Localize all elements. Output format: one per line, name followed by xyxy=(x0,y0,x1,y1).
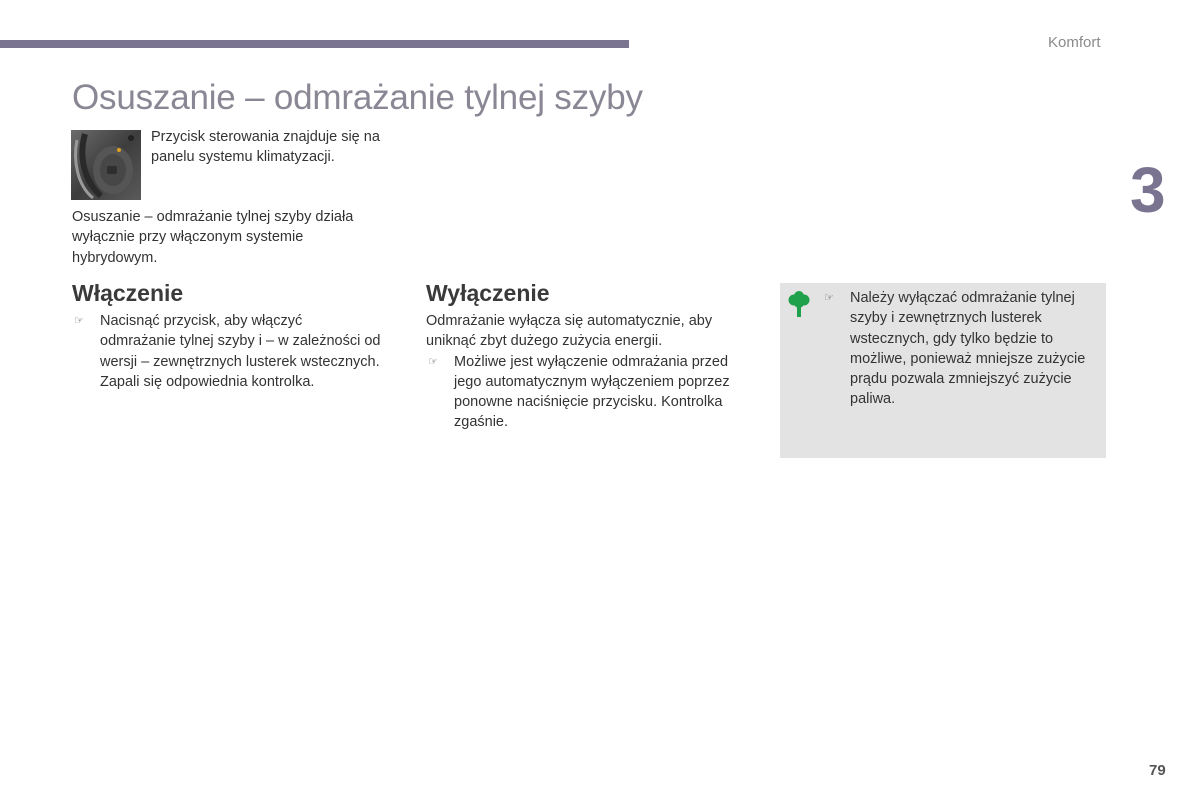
list-item xyxy=(822,288,1104,410)
section-name: Komfort xyxy=(1048,34,1101,51)
bullet-text: Nacisnąć przycisk, aby włączyć odmrażanie tylnej szyby i – w zależności od wersji – zewnętrznych lusterek wstecznych. Zapali się odpowiednia kontrolka. xyxy=(100,313,381,390)
hybrid-note: Osuszanie – odmrażanie tylnej szyby działa wyłącznie przy włączonym systemie hybrydowym. xyxy=(72,209,354,266)
header-accent-bar xyxy=(0,40,629,48)
pointing-hand-icon: ☞ xyxy=(74,315,84,327)
tree-icon xyxy=(788,291,810,317)
pointing-hand-icon: ☞ xyxy=(824,292,834,304)
bullet-text: Możliwe jest wyłączenie odmrażania przed jego automatycznym wyłączeniem poprzez ponowne naciśnięcie przycisku. Kontrolka zgaśnie. xyxy=(454,353,730,431)
switch-on-section xyxy=(72,311,382,392)
switch-on-heading: Włączenie xyxy=(72,280,184,306)
switch-off-heading: Wyłączenie xyxy=(426,280,550,306)
switch-off-section xyxy=(426,311,756,433)
page-number: 79 xyxy=(1149,762,1166,779)
intro-text: Przycisk sterowania znajduje się na panelu systemu klimatyzacji. xyxy=(151,129,380,166)
pointing-hand-icon: ☞ xyxy=(428,355,438,368)
eco-tip-box xyxy=(780,283,1106,458)
page-title: Osuszanie – odmrażanie tylnej szyby xyxy=(72,78,643,117)
chapter-number: 3 xyxy=(1130,154,1166,226)
control-button-photo xyxy=(71,130,141,200)
list-item xyxy=(72,311,382,392)
list-item xyxy=(426,352,756,433)
switch-off-text: Odmrażanie wyłącza się automatycznie, aby uniknąć zbyt dużego zużycia energii. xyxy=(426,313,713,350)
eco-tip xyxy=(822,288,1104,410)
eco-tip-text: Należy wyłączać odmrażanie tylnej szyby i zewnętrznych lusterek wstecznych, gdy tylko będzie to możliwe, ponieważ mniejsze zużycie prądu pozwala zmniejszyć zużycie paliwa. xyxy=(850,290,1086,408)
